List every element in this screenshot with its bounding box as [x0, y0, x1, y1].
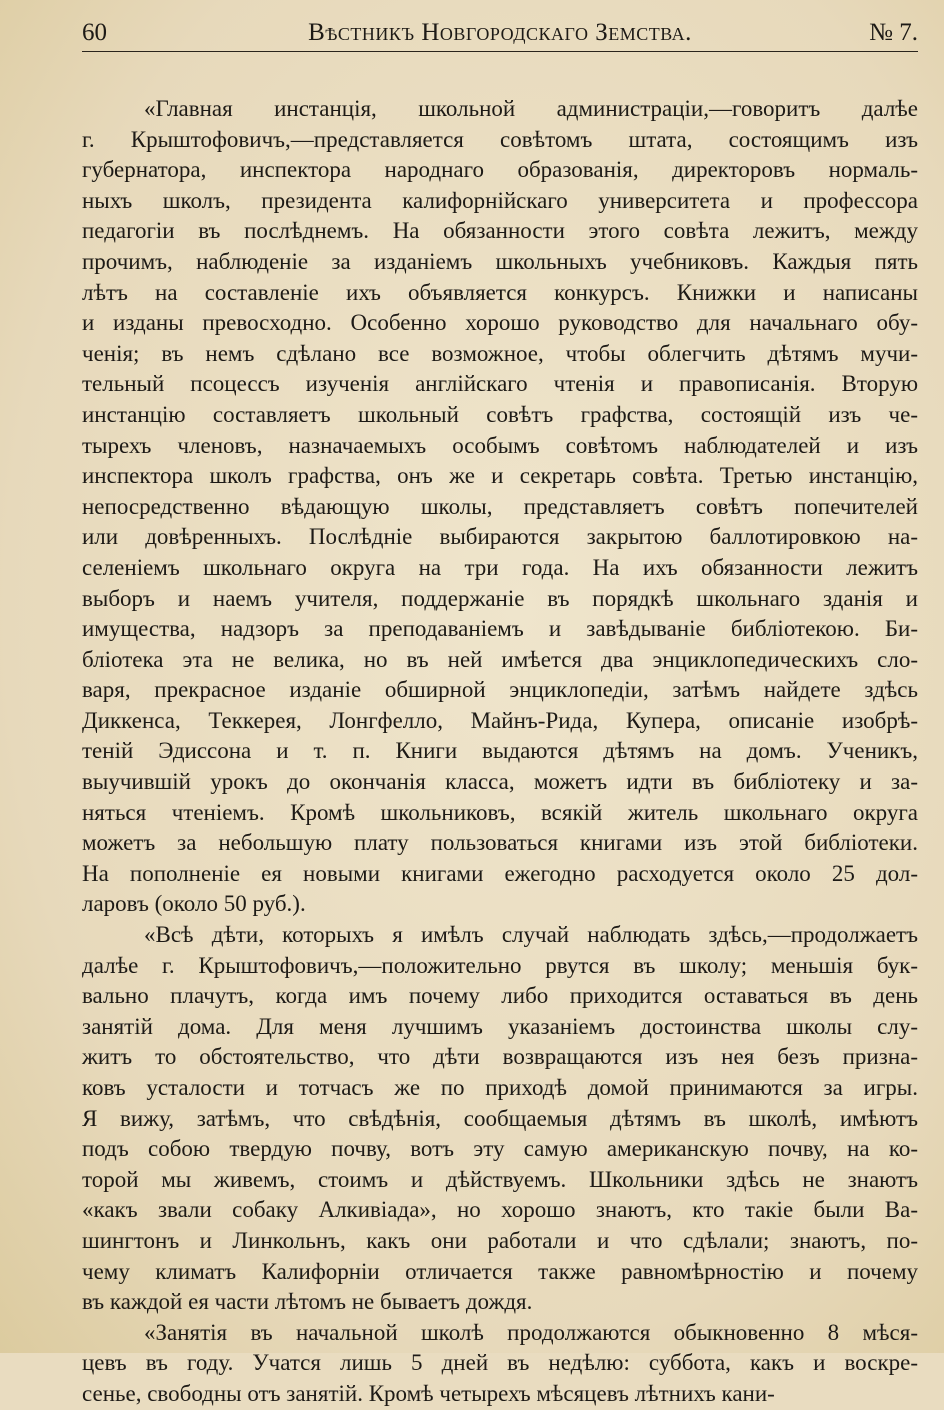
running-header [82, 18, 918, 52]
text-line: тельный псоцессъ изученія англійскаго чтенія и правописанія. Вторую [82, 371, 918, 397]
paragraph [82, 94, 918, 920]
text-line: далѣе г. Крыштофовичъ,—положительно рвутся въ школу; меньшія бук- [82, 952, 918, 978]
text-line: педагогіи въ послѣднемъ. На обязанности этого совѣта лежитъ, между [82, 218, 918, 244]
text-line: и изданы превосходно. Особенно хорошо руководство для начальнаго обу- [82, 310, 918, 336]
text-line: ныхъ школъ, президента калифорнійскаго университета и профессора [82, 187, 918, 213]
text-line: или довѣренныхъ. Послѣдніе выбираются закрытою баллотировкою на- [82, 524, 918, 550]
text-line: инспектора школъ графства, онъ же и секретарь совѣта. Третью инстанцію, [82, 463, 918, 489]
text-line: теній Эдиссона и т. п. Книги выдаются дѣтямъ на домъ. Ученикъ, [82, 738, 918, 764]
text-line: ларовъ (около 50 руб.). [82, 891, 306, 917]
text-line: въ каждой ея части лѣтомъ не бываетъ дождя. [82, 1289, 533, 1315]
text-line: «Главная инстанція, школьной администраціи,—говоритъ далѣе [144, 96, 918, 121]
text-line: выборъ и наемъ учителя, поддержаніе въ порядкѣ школьнаго зданія и [82, 585, 918, 611]
text-line: «Занятія въ начальной школѣ продолжаются обыкновенно 8 мѣся- [144, 1319, 918, 1345]
text-line: выучившій урокъ до окончанія класса, можетъ идти въ библіотеку и за- [82, 769, 918, 795]
text-line: селеніемъ школьнаго округа на три года. На ихъ обязанности лежитъ [82, 554, 918, 580]
text-line: г. Крыштофовичъ,—представляется совѣтомъ штата, состоящимъ изъ [82, 126, 918, 152]
text-line: сенье, свободны отъ занятій. Кромѣ четырехъ мѣсяцевъ лѣтнихъ кани- [82, 1380, 775, 1406]
text-line: подъ собою твердую почву, вотъ эту самую американскую почву, на ко- [82, 1136, 918, 1162]
text-line: имущества, надзоръ за преподаваніемъ и завѣдываніе библіотекою. Би- [82, 616, 918, 642]
text-line: бліотека эта не велика, но въ ней имѣется два энциклопедическихъ сло- [82, 646, 918, 672]
text-line: ковъ усталости и тотчасъ же по приходѣ домой принимаются за игры. [82, 1075, 918, 1100]
text-line: можетъ за небольшую плату пользоваться книгами изъ этой библіотеки. [82, 830, 918, 856]
text-line: инстанцію составляетъ школьный совѣтъ графства, состоящій изъ че- [82, 401, 918, 427]
text-line: житъ то обстоятельство, что дѣти возвращаются изъ нея безъ призна- [82, 1044, 918, 1070]
text-line: ченія; въ немъ сдѣлано все возможное, чтобы облегчить дѣтямъ мучи- [82, 340, 918, 366]
text-line: варя, прекрасное изданіе обширной энциклопедіи, затѣмъ найдете здѣсь [82, 677, 918, 703]
text-line: шингтонъ и Линкольнъ, какъ они работали и что сдѣлали; знаютъ, по- [82, 1227, 918, 1253]
page-number: 60 [82, 19, 107, 46]
text-line: лѣтъ на составленіе ихъ объявляется конкурсъ. Книжки и написаны [82, 279, 918, 305]
text-line: няться чтеніемъ. Кромѣ школьниковъ, всякій житель школьнаго округа [82, 799, 918, 825]
text-line: тырехъ членовъ, назначаемыхъ особымъ совѣтомъ наблюдателей и изъ [82, 432, 918, 458]
issue-number: № 7. [869, 19, 918, 46]
text-line: занятій дома. Для меня лучшимъ указаніемъ достоинства школы слу- [82, 1013, 918, 1039]
text-line: чему климатъ Калифорніи отличается также равномѣрностію и почему [82, 1258, 918, 1284]
journal-title: Вѣстникъ Новгородскаго Земства. [308, 19, 692, 46]
text-line: Диккенса, Теккерея, Лонгфелло, Майнъ-Рида, Купера, описаніе изобрѣ- [82, 707, 918, 733]
paragraph [82, 1318, 918, 1410]
text-line: вально плачутъ, когда имъ почему либо приходится оставаться въ день [82, 983, 918, 1009]
body-text [82, 94, 918, 1410]
text-line: торой мы живемъ, стоимъ и дѣйствуемъ. Школьники здѣсь не знаютъ [82, 1166, 918, 1192]
paragraph [82, 920, 918, 1318]
text-line: губернатора, инспектора народнаго образованія, директоровъ нормаль- [82, 157, 918, 183]
text-line: «Всѣ дѣти, которыхъ я имѣлъ случай наблюдать здѣсь,—продолжаетъ [144, 922, 918, 948]
text-line: непосредственно вѣдающую школы, представляетъ совѣтъ попечителей [82, 493, 918, 519]
text-line: «какъ звали собаку Алкивіада», но хорошо знаютъ, кто такіе были Ва- [82, 1197, 918, 1223]
text-line: Я вижу, затѣмъ, что свѣдѣнія, сообщаемыя дѣтямъ въ школѣ, имѣютъ [82, 1105, 918, 1131]
text-line: На пополненіе ея новыми книгами ежегодно расходуется около 25 дол- [82, 860, 918, 886]
text-line: цевъ въ году. Учатся лишь 5 дней въ недѣлю: суббота, какъ и воскре- [82, 1350, 918, 1376]
text-line: прочимъ, наблюденіе за изданіемъ школьныхъ учебниковъ. Каждыя пять [82, 248, 918, 274]
